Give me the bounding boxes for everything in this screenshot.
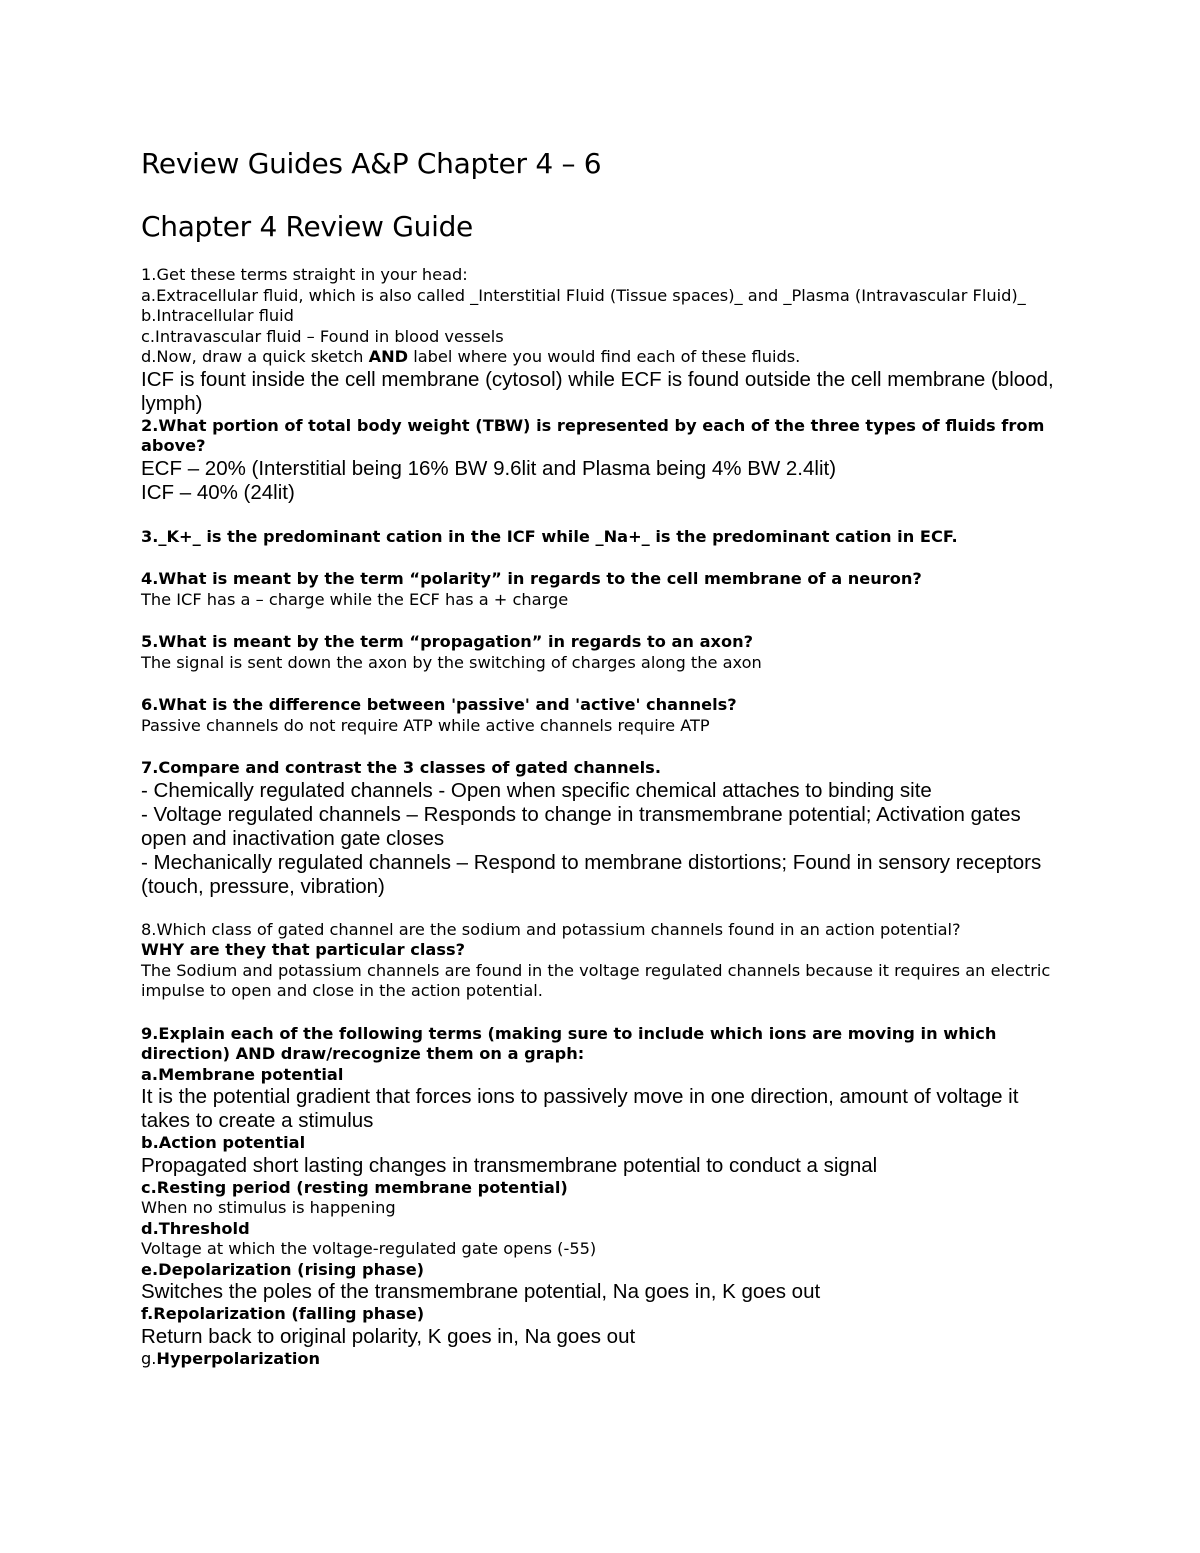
q1-c: c.Intravascular fluid – Found in blood vessels: [141, 326, 504, 346]
q6-answer: Passive channels do not require ATP while active channels require ATP: [141, 715, 710, 735]
q5-answer: The signal is sent down the axon by the switching of charges along the axon: [141, 652, 762, 672]
q1-d-post: label where you would find each of these fluids.: [408, 347, 801, 366]
q7-item-3: - Mechanically regulated channels – Respond to membrane distortions; Found in sensory receptors (touch, pressure, vibration): [141, 850, 1042, 898]
q7-prompt: 7.Compare and contrast the 3 classes of gated channels.: [141, 758, 661, 777]
q1-answer: ICF is fount inside the cell membrane (cytosol) while ECF is found outside the cell membrane (blood, lymph): [141, 367, 1054, 415]
q2-answer-2: ICF – 40% (24lit): [141, 480, 295, 504]
q1-d: [141, 347, 1071, 368]
q4-answer: The ICF has a – charge while the ECF has a + charge: [141, 589, 569, 609]
chapter-title: Chapter 4 Review Guide: [141, 210, 473, 243]
q9-b-answer: Propagated short lasting changes in transmembrane potential to conduct a signal: [141, 1153, 878, 1177]
q9-b: b.Action potential: [141, 1133, 306, 1152]
q1-b: b.Intracellular fluid: [141, 306, 294, 325]
q8-prompt: 8.Which class of gated channel are the sodium and potassium channels found in an action potential?: [141, 919, 961, 939]
q8-answer: The Sodium and potassium channels are found in the voltage regulated channels because it requires an electric impulse to open and close in the action potential.: [141, 960, 1051, 1000]
q9-a: a.Membrane potential: [141, 1064, 344, 1084]
q9-d: d.Threshold: [141, 1218, 250, 1238]
q4-prompt: 4.What is meant by the term “polarity” in regards to the cell membrane of a neuron?: [141, 569, 922, 588]
q5-prompt: 5.What is meant by the term “propagation” in regards to an axon?: [141, 632, 753, 651]
q1-d-pre: d.Now, draw a quick sketch: [141, 347, 369, 366]
q2-prompt: 2.What portion of total body weight (TBW) is represented by each of the three types of fluids from above?: [141, 415, 1045, 455]
q9-prompt: 9.Explain each of the following terms (making sure to include which ions are moving in which direction) AND draw/recognize them on a graph:: [141, 1023, 997, 1063]
q9-g: [141, 1349, 1071, 1370]
q3-prompt: 3._K+_ is the predominant cation in the ICF while _Na+_ is the predominant cation in ECF.: [141, 526, 958, 546]
q9-f-answer: Return back to original polarity, K goes in, Na goes out: [141, 1324, 636, 1348]
q1-d-bold: AND: [368, 347, 409, 366]
q2-answer-1: ECF – 20% (Interstitial being 16% BW 9.6lit and Plasma being 4% BW 2.4lit): [141, 456, 837, 480]
q1-a: a.Extracellular fluid, which is also called _Interstitial Fluid (Tissue spaces)_ and _Plasma (Intravascular Fluid)_: [141, 285, 1026, 305]
q9-c: c.Resting period (resting membrane potential): [141, 1177, 568, 1197]
q9-e: e.Depolarization (rising phase): [141, 1259, 425, 1279]
q9-a-answer: It is the potential gradient that forces ions to passively move in one direction, amount of voltage it takes to create a stimulus: [141, 1085, 1019, 1132]
q6-prompt: 6.What is the difference between 'passive' and 'active' channels?: [141, 695, 737, 714]
q7-item-1: - Chemically regulated channels - Open when specific chemical attaches to binding site: [141, 778, 932, 802]
document-body: [141, 265, 1071, 1369]
q1-prompt: 1.Get these terms straight in your head:: [141, 265, 468, 284]
q9-d-answer: Voltage at which the voltage-regulated gate opens (-55): [141, 1239, 597, 1258]
document-title: Review Guides A&P Chapter 4 – 6: [141, 147, 602, 180]
q8-why: WHY are they that particular class?: [141, 940, 465, 959]
q9-e-answer: Switches the poles of the transmembrane potential, Na goes in, K goes out: [141, 1280, 821, 1303]
q9-g-bold: Hyperpolarization: [156, 1348, 321, 1368]
q7-item-2: - Voltage regulated channels – Responds to change in transmembrane potential; Activation gates open and inactivation gate closes: [141, 802, 1021, 850]
q9-c-answer: When no stimulus is happening: [141, 1198, 396, 1217]
q9-g-pre: g.: [141, 1348, 157, 1368]
q9-f: f.Repolarization (falling phase): [141, 1304, 425, 1323]
